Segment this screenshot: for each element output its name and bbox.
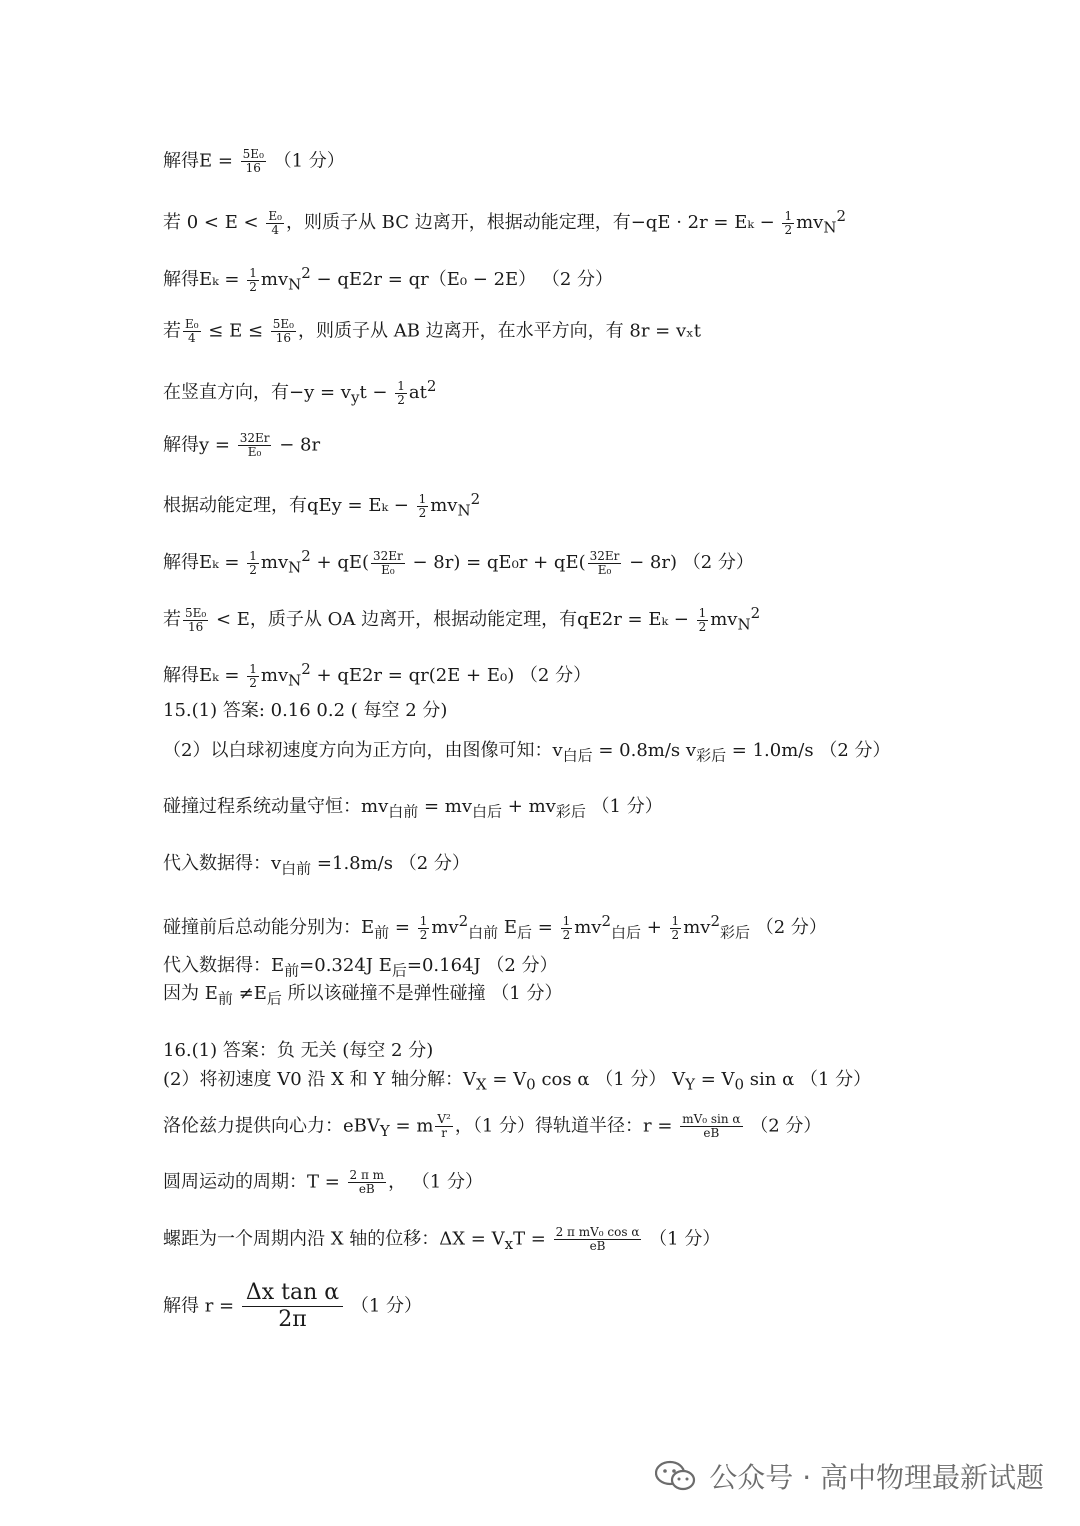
subscript: X [475, 1075, 487, 1094]
text-line [163, 375, 436, 409]
text-line [163, 658, 591, 692]
text-segment: 解得E = [163, 150, 239, 172]
text-segment: = V [695, 1069, 735, 1090]
text-segment: (2）将初速度 V0 沿 X 和 Y 轴分解：V [163, 1069, 476, 1090]
subscript: 前 [284, 961, 300, 980]
text-line [163, 318, 701, 345]
text-segment: =1.8m/s （2 分） [311, 853, 470, 874]
text-segment: mv [683, 917, 711, 938]
fraction [238, 432, 272, 459]
text-segment: =0.164J （2 分） [406, 955, 558, 976]
subscript: 白后 [562, 746, 593, 765]
text-segment: = V [486, 1069, 527, 1090]
text-line [163, 545, 754, 579]
fraction [241, 148, 266, 175]
fraction-numerator: 5E₀ [272, 317, 294, 331]
fraction-numerator: 1 [419, 913, 428, 928]
subscript: N [823, 218, 837, 237]
fraction-denominator: 2 [784, 222, 793, 237]
text-line [163, 955, 558, 982]
fraction [561, 915, 573, 942]
fraction-denominator: 16 [187, 619, 204, 634]
text-segment: 在竖直方向，有−y = v [163, 382, 351, 403]
watermark-text: 公众号 · 高中物理最新试题 [709, 1461, 1044, 1494]
text-segment: 若 [163, 609, 181, 630]
fraction [183, 318, 201, 345]
fraction-denominator: eB [589, 1239, 606, 1253]
text-segment: ，则质子从 BC 边离开，根据动能定理，有−qE · 2r = Eₖ − [285, 212, 781, 233]
text-segment: （1 分） [585, 796, 663, 817]
text-segment: 圆周运动的周期：T = [163, 1171, 346, 1193]
text-segment: 代入数据得：E [163, 955, 285, 976]
fraction [266, 210, 284, 237]
text-line [163, 1040, 433, 1062]
text-segment: （1 分） [345, 1295, 423, 1317]
subscript: 白前 [468, 923, 499, 942]
fraction-numerator: 1 [397, 378, 405, 393]
subscript: 0 [526, 1075, 536, 1094]
text-segment: = 0.8m/s v [592, 740, 697, 761]
fraction-denominator: 2 [698, 619, 707, 634]
text-segment: = [532, 917, 559, 938]
fraction [183, 607, 208, 634]
subscript: 0 [734, 1075, 745, 1094]
superscript: 2 [301, 264, 311, 282]
text-segment: at [408, 382, 427, 403]
text-segment: 16.(1) 答案：负 无关 (每空 2 分) [163, 1040, 434, 1061]
fraction [670, 915, 682, 942]
fraction-denominator: E₀ [597, 562, 612, 577]
fraction-denominator: 2 [419, 927, 428, 942]
text-segment: 解得Eₖ = [163, 552, 246, 573]
text-line [163, 853, 470, 880]
fraction-numerator: mV₀ sin α [682, 1112, 741, 1126]
text-segment: − 8r) = qE₀r + qE( [406, 552, 586, 573]
fraction-numerator: 1 [249, 548, 257, 563]
text-segment: + qE( [310, 552, 370, 573]
superscript: 2 [710, 912, 720, 930]
text-segment: − 8r) （2 分） [623, 552, 754, 573]
text-segment: 代入数据得：v [163, 853, 282, 874]
fraction-numerator: 1 [698, 605, 707, 620]
fraction-numerator: 2 π mV₀ cos α [555, 1225, 640, 1239]
fraction-denominator: 4 [187, 331, 196, 345]
fraction [680, 1113, 742, 1140]
fraction-denominator: E₀ [247, 445, 262, 459]
text-segment: sin α （1 分） [744, 1069, 872, 1090]
text-segment: =0.324J E [299, 955, 392, 976]
fraction-numerator: 5E₀ [185, 605, 207, 620]
text-segment: 碰撞过程系统动量守恒：mv [163, 796, 389, 817]
fraction [418, 915, 430, 942]
text-segment: 所以该碰撞不是弹性碰撞 （1 分） [281, 983, 563, 1004]
fraction [242, 1280, 343, 1333]
subscript: 白后 [472, 802, 503, 821]
text-segment: < E，质子从 OA 边离开，根据动能定理，有qE2r = Eₖ − [210, 609, 695, 630]
text-segment: 解得Eₖ = [163, 269, 246, 290]
text-line [163, 1113, 821, 1142]
text-segment: − 8r [273, 434, 321, 456]
fraction-denominator: 2 [671, 927, 680, 942]
text-segment: 若 [163, 320, 181, 342]
text-segment: （2 分） [744, 1115, 822, 1137]
text-segment: = [389, 917, 416, 938]
text-segment: = 1.0m/s （2 分） [726, 740, 891, 761]
text-segment: 解得y = [163, 434, 236, 456]
fraction [348, 1169, 387, 1196]
subscript: N [288, 558, 302, 577]
fraction-numerator: 32Er [373, 548, 403, 563]
text-segment: ≠E [232, 983, 267, 1004]
watermark [655, 1456, 1044, 1496]
fraction [271, 318, 296, 345]
superscript: 2 [750, 604, 761, 622]
fraction-denominator: eB [703, 1126, 720, 1140]
text-segment: mv [430, 495, 458, 516]
fraction-numerator: 1 [671, 913, 680, 928]
subscript: 后 [266, 989, 282, 1008]
text-segment: = m [389, 1115, 434, 1137]
superscript: 2 [836, 207, 847, 225]
text-segment: 解得 r = [163, 1295, 240, 1317]
text-segment: mv [574, 917, 602, 938]
subscript: 白后 [611, 923, 642, 942]
fraction-denominator: eB [358, 1182, 375, 1196]
fraction [247, 267, 259, 294]
text-segment: T = [513, 1228, 552, 1250]
subscript: 彩后 [719, 923, 750, 942]
text-segment: + mv [502, 796, 556, 817]
text-segment: − qE2r = qr（E₀ − 2E） （2 分） [310, 269, 614, 290]
text-segment: = mv [418, 796, 473, 817]
text-segment: + [641, 917, 668, 938]
text-segment: （2）以白球初速度方向为正方向，由图像可知：v [163, 740, 563, 761]
fraction-numerator: 1 [249, 661, 257, 676]
text-line [163, 1069, 871, 1096]
text-segment: （1 分） [267, 150, 345, 172]
subscript: 白前 [388, 802, 419, 821]
fraction-numerator: E₀ [185, 317, 199, 331]
subscript: Y [685, 1075, 695, 1094]
text-segment: 因为 E [163, 983, 218, 1004]
fraction-denominator: 2π [278, 1307, 307, 1332]
wechat-icon [655, 1460, 697, 1492]
text-segment: cos α （1 分） V [535, 1069, 686, 1090]
fraction-denominator: 16 [245, 161, 261, 175]
text-line [163, 262, 613, 296]
text-segment: mv [260, 269, 289, 290]
text-segment: mv [431, 917, 459, 938]
fraction-numerator: 1 [562, 913, 571, 928]
superscript: 2 [601, 912, 611, 930]
subscript: N [288, 275, 302, 294]
fraction [782, 210, 794, 237]
subscript: x [504, 1235, 514, 1254]
text-segment: 根据动能定理，有qEy = Eₖ − [163, 495, 415, 516]
superscript: 2 [426, 377, 437, 395]
subscript: N [457, 501, 471, 520]
text-line [163, 1169, 483, 1196]
superscript: 2 [458, 912, 469, 930]
fraction [697, 607, 709, 634]
text-line [163, 700, 447, 722]
text-segment: + qE2r = qr(2E + E₀) （2 分） [310, 665, 592, 686]
text-segment: ，（1 分）得轨道半径：r = [454, 1115, 679, 1137]
subscript: 后 [517, 923, 533, 942]
text-line [163, 205, 846, 239]
text-line [163, 796, 663, 823]
fraction-numerator: 1 [418, 491, 427, 506]
text-line [163, 983, 562, 1010]
text-line [163, 602, 760, 636]
text-segment: mv [710, 609, 738, 630]
fraction-numerator: 1 [784, 208, 793, 223]
superscript: 2 [301, 660, 311, 678]
text-segment: 15.(1) 答案: 0.16 0.2 ( 每空 2 分) [163, 700, 448, 721]
fraction-numerator: 5E₀ [242, 147, 264, 161]
text-segment: E [498, 917, 518, 938]
text-segment: ，则质子从 AB 边离开，在水平方向，有 8r = vₓt [298, 320, 702, 342]
superscript: 2 [470, 490, 481, 508]
fraction [247, 663, 259, 690]
text-line [163, 910, 827, 944]
subscript: 彩后 [555, 802, 586, 821]
fraction-denominator: 2 [249, 675, 257, 690]
text-segment: 解得Eₖ = [163, 665, 246, 686]
subscript: 彩后 [696, 746, 727, 765]
fraction [247, 550, 259, 577]
text-segment: 洛伦兹力提供向心力：eBV [163, 1115, 380, 1137]
fraction-denominator: 16 [275, 331, 292, 345]
subscript: 白前 [281, 859, 312, 878]
fraction-numerator: 1 [249, 265, 257, 280]
fraction-denominator: 2 [562, 927, 571, 942]
text-segment: 螺距为一个周期内沿 X 轴的位移：ΔX = V [163, 1228, 505, 1250]
fraction [435, 1113, 452, 1140]
fraction-denominator: 2 [397, 392, 405, 407]
text-line [163, 1226, 720, 1255]
fraction-denominator: 2 [418, 505, 427, 520]
subscript: y [350, 388, 360, 407]
fraction-numerator: V² [437, 1112, 451, 1126]
text-segment: mv [260, 665, 289, 686]
text-line [163, 148, 345, 175]
text-line [163, 488, 480, 522]
subscript: 前 [217, 989, 233, 1008]
fraction-numerator: 32Er [589, 548, 620, 563]
text-segment: mv [796, 212, 824, 233]
fraction [554, 1226, 642, 1253]
fraction-denominator: r [441, 1126, 447, 1140]
text-segment: ， （1 分） [388, 1171, 483, 1193]
fraction-numerator: E₀ [268, 208, 282, 223]
fraction [371, 550, 405, 577]
fraction-denominator: 2 [249, 562, 257, 577]
fraction-numerator: Δx tan α [242, 1280, 343, 1307]
text-line [163, 740, 891, 767]
text-segment: t − [359, 382, 394, 403]
subscript: Y [379, 1122, 390, 1141]
subscript: N [288, 671, 302, 690]
fraction-denominator: E₀ [381, 562, 395, 577]
text-segment: （2 分） [750, 917, 827, 938]
subscript: 后 [391, 961, 407, 980]
subscript: 前 [374, 923, 390, 942]
fraction [588, 550, 622, 577]
fraction-denominator: 4 [271, 222, 279, 237]
text-line [163, 1280, 422, 1333]
fraction [417, 493, 429, 520]
text-segment: （1 分） [643, 1228, 721, 1250]
fraction-numerator: 2 π m [349, 1168, 385, 1182]
text-segment: 碰撞前后总动能分别为：E [163, 917, 375, 938]
fraction [395, 380, 407, 407]
subscript: N [737, 615, 751, 634]
text-line [163, 432, 320, 459]
text-segment: ≤ E ≤ [202, 320, 269, 342]
fraction-numerator: 32Er [239, 431, 270, 445]
text-segment: 若 0 < E < [163, 212, 265, 233]
superscript: 2 [301, 547, 311, 565]
fraction-denominator: 2 [249, 279, 257, 294]
text-segment: mv [260, 552, 289, 573]
